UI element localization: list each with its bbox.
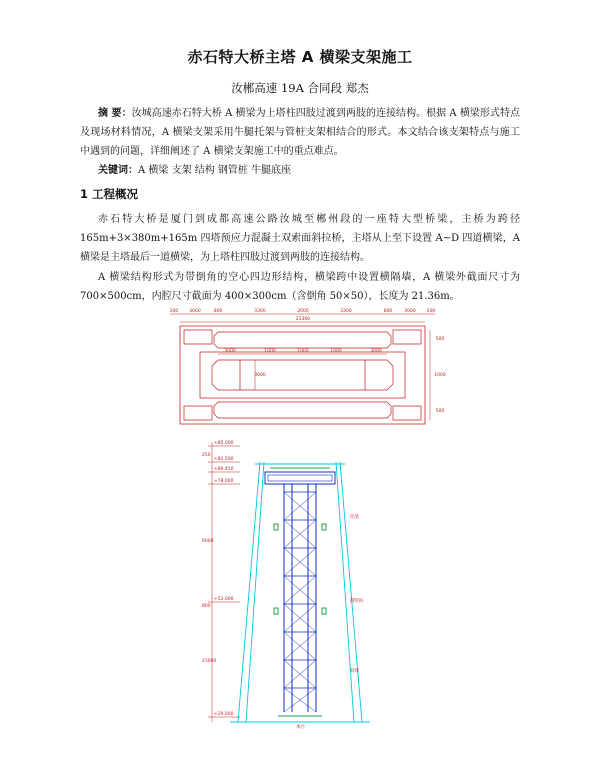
elev-5: +53.000 xyxy=(214,597,234,602)
paragraph-1: 赤石特大桥是厦门到成都高速公路汝城至郴州段的一座特大型桥梁，主桥为跨径 165m+3×380m+165m 四塔预应力混凝土双索面斜拉桥，主塔从上至下设置 A~D 四道横梁，A 横梁是主塔最后一道横梁，为上塔柱四肢过渡到两肢的连接结构。 xyxy=(80,214,520,263)
section-heading: 1 工程概况 xyxy=(80,187,139,201)
dim-top-7: 800 xyxy=(383,309,393,314)
left-dim-2: 6000 xyxy=(202,539,214,544)
keywords-label: 关键词： xyxy=(98,165,138,176)
left-dim-1: 250 xyxy=(202,453,211,458)
dim-mid-2: 1000 xyxy=(264,349,276,354)
right-label-1: 托架 xyxy=(350,515,359,520)
beam-elevation-figure xyxy=(160,304,450,429)
dim-mid-1: 3000 xyxy=(224,349,236,354)
left-dim-3: 800 xyxy=(202,604,211,609)
dim-right-1: 500 xyxy=(435,337,445,342)
dim-top-4: 3300 xyxy=(254,309,266,314)
elev-3: +80.450 xyxy=(214,467,234,472)
author-line: 汝郴高速 19A 合同段 郑杰 xyxy=(231,81,369,95)
dim-top-9: 200 xyxy=(426,309,436,314)
dim-mid-5: 3000 xyxy=(370,349,382,354)
elev-1: +85.000 xyxy=(214,441,234,446)
dim-top-5: 2000 xyxy=(297,309,309,314)
elev-4: +78.000 xyxy=(214,479,234,484)
abstract-label: 摘 要： xyxy=(98,108,132,119)
dim-top-6: 3300 xyxy=(340,309,352,314)
dim-top-3: 800 xyxy=(213,309,223,314)
abstract xyxy=(80,104,520,161)
dim-top-1: 200 xyxy=(169,309,179,314)
dim-inner-h: 3000 xyxy=(254,373,266,378)
elev-6: +20.000 xyxy=(214,712,234,717)
paragraph-2: A 横梁结构形式为带倒角的空心四边形结构，横梁跨中设置横隔墙，A 横梁外截面尺寸为 700×500cm，内腔尺寸截面为 400×300cm（含倒角 50×50），长度为 21.36m。 xyxy=(80,272,520,302)
keywords-text: A 横梁 支架 结构 钢管桩 牛腿底座 xyxy=(138,165,292,176)
dim-mid-4: 1000 xyxy=(330,349,342,354)
support-frame-figure xyxy=(200,432,400,732)
dim-total: 21360 xyxy=(295,317,311,322)
dim-mid-3: 1000 xyxy=(297,349,309,354)
dim-right-3: 500 xyxy=(435,409,445,414)
paper-title: 赤石特大桥主塔 A 横梁支架施工 xyxy=(187,48,413,66)
dim-right-2: 1000 xyxy=(434,373,446,378)
left-dim-4: 23000 xyxy=(202,659,217,664)
elev-2: +82.500 xyxy=(214,457,234,462)
abstract-text: 汝城高速赤石特大桥 A 横梁为上塔柱四肢过渡到两肢的连接结构。根据 A 横梁形式特点及现场材料情况，A 横梁支架采用牛腿托架与管桩支架相结合的形式。本文结合该支架特点与施工中遇到的问题，详细阐述了 A 横梁支架施工中的重点难点。 xyxy=(80,108,520,157)
dim-top-8: 3000 xyxy=(404,309,416,314)
dim-top-2: 3000 xyxy=(189,309,201,314)
right-label-2: 钢管桩 xyxy=(350,599,364,604)
right-label-3: 斜撑 xyxy=(350,669,359,674)
keywords xyxy=(98,161,291,176)
bottom-label: 承台 xyxy=(296,725,305,730)
